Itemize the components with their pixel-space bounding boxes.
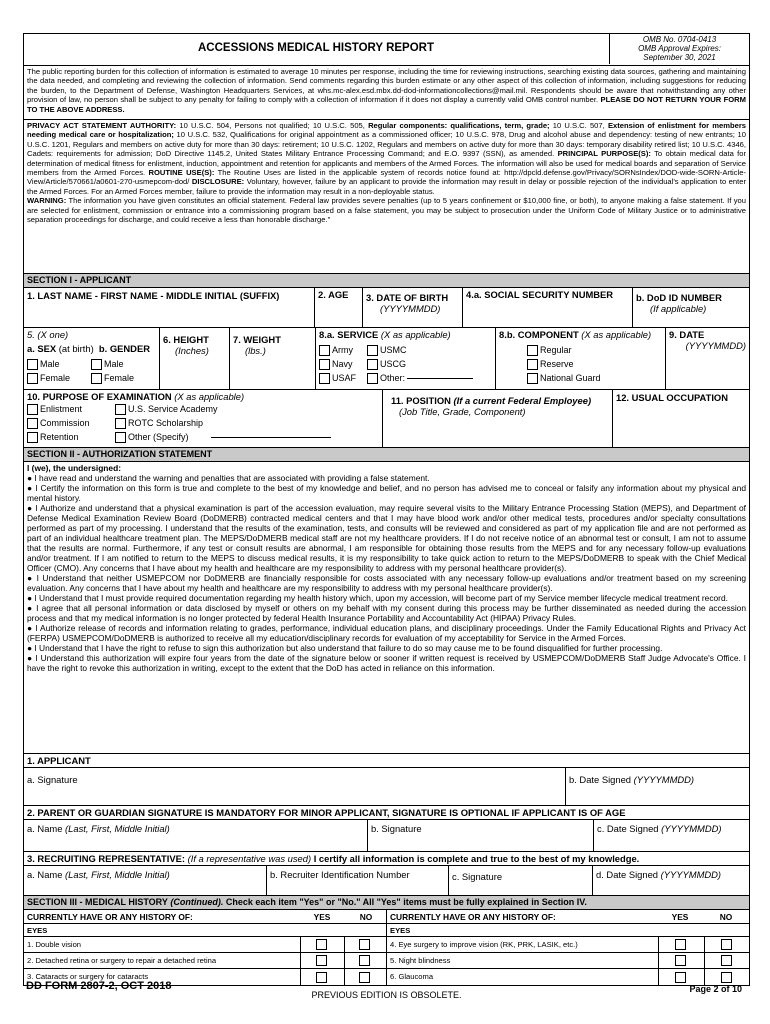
option-label: Female [40,372,71,383]
checkbox[interactable] [527,345,538,356]
column-header-right: CURRENTLY HAVE OR ANY HISTORY OF: [386,910,559,923]
privacy-text: The Routine Uses are listed in the applicable system of records notice found at: http://dpcld.defense.gov/Privacy/SORNsIndex/DOD-wide-SORN-Article-View/Article/570661/a0601-270-usmepcom-dod/ [27,168,746,187]
recruiter-date-field[interactable] [592,866,749,895]
gender-female-option[interactable] [91,371,134,385]
parent-row [24,820,749,852]
privacy-bold: DISCLOSURE: [191,177,245,187]
form-header [24,34,749,66]
recruiter-name-field[interactable] [24,866,266,895]
burden-bold: PLEASE DO NOT RETURN YOUR FORM TO THE ABOVE ADDRESS. [27,95,746,114]
purpose-commission[interactable] [27,416,115,430]
form-id: DD FORM 2807-2, OCT 2018 [26,980,172,992]
parent-date-label: c. Date Signed [597,823,659,834]
history-row [24,953,749,969]
section-3-title: SECTION III - MEDICAL HISTORY [27,897,168,907]
component-note: (X as applicable) [578,329,652,340]
service-other-input[interactable] [407,378,473,379]
yes-cell[interactable] [658,937,704,952]
auth-bullet: ● I have read and understand the warning and penalties that are associated with providing a false statement. [27,473,430,483]
recruiter-cert: I certify all information is complete and true to the best of my knowledge. [311,853,640,864]
privacy-text: 10 U.S.C. 532, Qualifications for original appointment as a commissioned officer; 10 U.S.C. 978, Drug and alcohol abuse and dependency: testing of new entrants; 10 U.S.C. 1201, Regulars and members on active duty for more than 30 days: retirement; 10 U.S.C. 1202, Regulars and members on active duty for more than 30 days: temporary disability retired list; 10 U.S.C. 4346, Cadets: requirements for admission; DoD Directive 1145.2, United States Military Entrance Processing Command; and E.O. 9397 (SSN), as amended. [27,130,746,159]
service-other[interactable] [367,371,473,385]
yes-cell[interactable] [658,953,704,968]
gender-label: b. GENDER [98,343,150,354]
checkbox[interactable] [367,345,378,356]
option-label: Male [104,358,124,369]
age-field[interactable] [314,288,362,327]
omb-box [609,34,749,64]
checkbox[interactable] [316,939,327,950]
option-label: National Guard [540,372,601,383]
checkbox[interactable] [27,373,38,384]
history-item-label: 6. Glaucoma [386,969,436,985]
column-header-left: CURRENTLY HAVE OR ANY HISTORY OF: [27,912,193,922]
section-3-continued: (Continued). [167,897,224,907]
option-label: ROTC Scholarship [128,417,204,428]
name-format: (Last, First, Middle Initial) [62,823,170,834]
burden-statement [24,66,749,120]
section-1-row-3 [24,390,749,448]
omb-approval: OMB Approval Expires: [638,44,721,53]
checkbox[interactable] [319,359,330,370]
purpose-other-input[interactable] [211,437,331,438]
checkbox[interactable] [91,359,102,370]
no-header-left: NO [359,912,373,922]
service-usmc[interactable] [367,343,473,357]
checkbox[interactable] [27,359,38,370]
purpose-enlistment[interactable] [27,402,115,416]
option-label: Commission [40,417,90,428]
checkbox[interactable] [115,418,126,429]
position-note: (If a current Federal Employee) [450,395,592,406]
purpose-block [24,390,382,447]
recruiter-signature-field[interactable] [448,866,592,895]
checkbox[interactable] [527,359,538,370]
privacy-bold: Regular components: qualifications, term, grade; [368,121,550,130]
checkbox[interactable] [27,432,38,443]
component-national-guard[interactable] [527,371,662,385]
auth-bullet: ● I Certify the information on this form is true and complete to the best of my knowledge and belief, and no person has advised me to conceal or falsify any information about my physical and mental history. [27,483,746,503]
checkbox[interactable] [91,373,102,384]
weight-label: 7. WEIGHT [233,334,281,345]
section-1-row-1 [24,288,749,328]
recruiter-heading [24,852,749,866]
form-title: ACCESSIONS MEDICAL HISTORY REPORT [198,42,434,54]
position-label: 11. POSITION [391,395,451,406]
no-cell[interactable] [344,937,386,952]
position-note-2: (Job Title, Grade, Component) [399,406,526,417]
option-label: Army [332,344,353,355]
omb-date: September 30, 2021 [643,53,716,62]
previous-edition: PREVIOUS EDITION IS OBSOLETE. [311,990,462,1000]
privacy-bold: ROUTINE USE(S): [148,168,215,178]
recruiter-date-label: d. Date Signed [596,869,659,880]
section-1-row-2 [24,328,749,390]
yes-cell[interactable] [300,953,344,968]
parent-name-label: a. Name [27,823,63,834]
recruiter-note: (If a representative was used) [185,853,312,864]
recruiter-label: 3. RECRUITING REPRESENTATIVE: [27,853,185,864]
date-format: (YYYYMMDD) [658,823,722,834]
privacy-bold: Extension of enlistment for members needing medical care or hospitalization; [27,121,747,140]
history-item-label: 2. Detached retina or surgery to repair a detached retina [27,956,217,965]
option-label: Enlistment [40,403,83,414]
privacy-label: PRIVACY ACT STATEMENT AUTHORITY: [27,121,177,130]
service-usaf[interactable] [319,371,367,385]
applicant-date-label: b. Date Signed [569,774,632,785]
dod-id-label: b. DoD ID NUMBER [636,292,722,303]
form-footer [23,980,750,1010]
option-label: USCG [380,358,407,369]
authorization-statement [24,462,749,754]
no-cell[interactable] [704,937,749,952]
option-label: Navy [332,358,353,369]
height-unit: (Inches) [175,345,209,356]
checkbox[interactable] [527,373,538,384]
component-regular[interactable] [527,343,662,357]
checkbox[interactable] [27,404,38,415]
service-navy[interactable] [319,357,367,371]
service-note: (X as applicable) [378,329,451,340]
auth-bullet: ● I Understand that neither USMEPCOM nor DoDMERB are financially responsible for costs associated with any necessary follow-up evaluations and/or treatment based on my screening evaluation. Any concerns that I have about my health and healthcare are my responsibility to address with my personal healthcare provider(s). [27,573,746,593]
applicant-heading: 1. APPLICANT [24,754,749,768]
recruiter-row [24,866,749,896]
privacy-act-statement [24,120,749,274]
option-label: Female [104,372,135,383]
privacy-text: To obtain medical data for determination of medical fitness for enlistment, induction, appointment and retention for applicants and members of the Armed Forces. The information will also be used for medical boards and separation of Service members from the Armed Forces. [27,149,747,178]
history-item-label: 4. Eye surgery to improve vision (RK, PRK, LASIK, etc.) [386,937,581,952]
occupation-label: 12. USUAL OCCUPATION [616,392,728,403]
history-item-label: 1. Double vision [27,940,82,949]
yes-header-right: YES [671,912,689,922]
purpose-other[interactable] [115,430,331,444]
occupation-field[interactable] [612,390,749,447]
dob-label: 3. DATE OF BIRTH [366,292,449,303]
privacy-text: Voluntary, however, failure by an applicant to provide the information may result in delay or possible rejection of the individual's application to enter the Armed Forces. For an Armed Forces member, failure to provide the information may result in a non-deployable status. [27,177,746,196]
parent-heading: 2. PARENT OR GUARDIAN SIGNATURE IS MANDATORY FOR MINOR APPLICANT, SIGNATURE IS OPTIONAL IF APPLICANT IS OF AGE [24,806,749,820]
checkbox[interactable] [721,955,732,966]
name-format: (Last, First, Middle Initial) [62,869,170,880]
section-3-header [24,896,749,910]
recruiter-name-label: a. Name [27,869,63,880]
section-2-header: SECTION II - AUTHORIZATION STATEMENT [24,448,749,462]
height-field[interactable] [159,328,229,389]
option-label: U.S. Service Academy [128,403,218,414]
auth-bullet: ● I Understand this authorization will expire four years from the date of the signature below or sooner if written request is received by USMEPCOM/DoDMERB Staff Judge Advocate's Office. I have the right to revoke this authorization in writing, except to the extent that the DoD has acted in reliance on this information. [27,653,746,673]
auth-bullet: ● I Authorize and understand that a physical examination is part of the accession evaluation, may require several visits to the Military Entrance Processing Station (MEPS), and Department of Defense Medical Examination Review Board (DoDMERB) contracted medical centers and that I may have blood work and/or other medical tests, procedures and/or specialty consultations performed as part of my processing. I understand that the results of the examination, tests, and consults will be reviewed and considered as part of my application file and are not performed as part of an individual healthcare treatment plan. The MEPS/DoDMERB medical staff are not my healthcare providers. If I do not receive notice of an abnormal test or consult, I am not to assume that the results are normal. Furthermore, if any test or consult results are abnormal, I am responsible for obtaining those results from the MEPS and for any necessary follow-up evaluations and/or treatment. If I am notified to return to the MEPS to discuss medical results, it is my responsibility to take quick action to return to the MEPS/DoDMERB to speak with the Chief Medical Officer (CMO). Any concerns that I have about my health and healthcare are my responsibility to address with my personal healthcare provider(s). [27,503,746,573]
auth-bullet: ● I Understand that I have the right to refuse to sign this authorization but also understand that failure to do so may cause me to be found disqualified for further processing. [27,643,663,653]
option-label: Reserve [540,358,574,369]
last-name-label: 1. LAST NAME - FIRST NAME - MIDDLE INITIAL (SUFFIX) [27,290,280,301]
auth-bullet: ● I Authorize release of records and information relating to grades, performance, individual education plans, and disciplinary proceedings. Under the Family Educational Rights and Privacy Act (FERPA) USMEPCOM/DoDMERB is authorized to receive all my education/disciplinary records for evaluation of my acceptability for Service in the Armed Forces. [27,623,746,643]
service-block [315,328,495,389]
applicant-signature-row [24,768,749,806]
x-one-label: 5. (X one) [27,329,69,340]
auth-bullet: ● I agree that all personal information or data disclosed by myself or others on my behalf with my consent during this process may be further disseminated as needed during the accession process and that my medical information is no longer protected by federal Health Insurance Portability and Accountability Act (HIPAA) Privacy Rules. [27,603,746,623]
weight-field[interactable] [229,328,315,389]
checkbox[interactable] [27,418,38,429]
parent-signature-label: b. Signature [371,823,422,834]
option-label: Other (Specify) [128,431,189,442]
parent-signature-field[interactable] [367,820,593,851]
privacy-text: 10 U.S.C. 507, [549,121,608,130]
checkbox[interactable] [367,373,378,384]
history-row [24,937,749,953]
section-3-instruction: Check each item "Yes" or "No." All "Yes" items must be fully explained in Section IV. [223,897,587,907]
auth-intro: I (we), the undersigned: [27,463,121,473]
dob-format: (YYYYMMDD) [380,303,441,314]
position-field[interactable] [382,390,612,447]
auth-bullet: ● I Understand that I must provide required documentation regarding my health history which, upon my accession, will become part of my Service member lifecycle medical treatment record. [27,593,728,603]
date-field[interactable] [665,328,749,389]
privacy-bold: PRINCIPAL PURPOSE(S): [557,149,651,159]
eyes-group-right: EYES [386,924,413,936]
sex-male-option[interactable] [27,357,91,371]
component-reserve[interactable] [527,357,662,371]
checkbox[interactable] [359,955,370,966]
sex-female-option[interactable] [27,371,91,385]
section-1-header: SECTION I - APPLICANT [24,274,749,288]
service-uscg[interactable] [367,357,473,371]
yes-header-left: YES [313,912,331,922]
privacy-text: The information you have given constitutes an official statement. Federal law provides severe penalties (up to 5 years confinement or $10,000 fine, or both), to anyone making a false statement. If you are selected for enlistment, commission or entrance into a commissioning program based on a false statement, you may be subject to prosecution under the Uniform Code of Military Justice or to administrative separation proceedings for discharge, and could receive a less than honorable discharge." [27,196,746,225]
no-header-right: NO [719,912,733,922]
parent-date-field[interactable] [593,820,749,851]
checkbox[interactable] [359,939,370,950]
purpose-note: (X as applicable) [171,391,245,402]
checkbox[interactable] [721,939,732,950]
checkbox[interactable] [367,359,378,370]
checkbox[interactable] [675,939,686,950]
option-label: Male [40,358,60,369]
eyes-group-left: EYES [27,926,48,935]
history-item-label: 5. Night blindness [386,953,453,968]
no-cell[interactable] [344,953,386,968]
option-label: Other: [380,372,406,383]
history-item-label: 3. Cataracts or surgery for cataracts [27,972,149,981]
gender-male-option[interactable] [91,357,134,371]
name-field[interactable] [24,288,314,327]
dod-id-note: (If applicable) [650,303,707,314]
sex-label: a. SEX [27,343,57,354]
option-label: Retention [40,431,79,442]
date-format: (YYYYMMDD) [685,340,746,351]
history-column-headers [24,910,749,924]
checkbox[interactable] [675,955,686,966]
form [23,33,750,986]
checkbox[interactable] [316,955,327,966]
no-cell[interactable] [704,953,749,968]
service-army[interactable] [319,343,367,357]
checkbox[interactable] [115,432,126,443]
eyes-group-row [24,924,749,937]
component-block [495,328,665,389]
purpose-rotc[interactable] [115,416,331,430]
checkbox[interactable] [319,345,330,356]
date-format: (YYYYMMDD) [631,774,695,785]
date-format: (YYYYMMDD) [658,869,722,880]
purpose-retention[interactable] [27,430,115,444]
sex-note: (at birth) [56,343,94,354]
recruiter-signature-label: c. Signature [452,871,503,882]
applicant-signature-field[interactable] [24,768,565,805]
recruiter-id-field[interactable] [266,866,448,895]
age-label: 2. AGE [318,289,349,300]
omb-number: OMB No. 0704-0413 [642,35,717,44]
dod-id-field[interactable] [632,288,749,327]
applicant-signature-label: a. Signature [27,774,78,785]
service-label: 8.a. SERVICE [319,329,379,340]
option-label: Regular [540,344,572,355]
checkbox[interactable] [115,404,126,415]
privacy-bold: WARNING: [27,196,67,206]
component-label: 8.b. COMPONENT [499,329,579,340]
page-number: Page 2 of 10 [689,984,742,994]
purpose-label: 10. PURPOSE OF EXAMINATION [27,391,172,402]
recruiter-id-label: b. Recruiter Identification Number [270,869,410,880]
option-label: USAF [332,372,357,383]
dob-field[interactable] [362,288,462,327]
sex-gender-block [24,328,159,389]
applicant-date-field[interactable] [565,768,749,805]
ssn-field[interactable] [462,288,632,327]
height-label: 6. HEIGHT [163,334,209,345]
purpose-usna[interactable] [115,402,331,416]
parent-name-field[interactable] [24,820,367,851]
yes-cell[interactable] [300,937,344,952]
option-label: USMC [380,344,407,355]
weight-unit: (lbs.) [245,345,266,356]
ssn-label: 4.a. SOCIAL SECURITY NUMBER [466,289,614,300]
checkbox[interactable] [319,373,330,384]
burden-text: The public reporting burden for this collection of information is estimated to average 10 minutes per response, including the time for reviewing instructions, searching existing data sources, gathering and maintaining the data needed, and completing and reviewing the collection of information. Send comments regarding this burden estimate or any other aspect of this collection of information, including suggestions for reducing the burden, to the Department of Defense, Washington Headquarters Services, at whs.mc-alex.esd.mbx.dd-dod-informationcollections@mail.mil. Respondents should be aware that notwithstanding any other provision of law, no person shall be subject to any penalty for failing to comply with a collection of information if it does not display a currently valid OMB control number. [27,67,746,105]
privacy-text: 10 U.S.C. 504, Persons not qualified; 10 U.S.C. 505, [176,121,369,130]
date-label: 9. DATE [669,329,705,340]
